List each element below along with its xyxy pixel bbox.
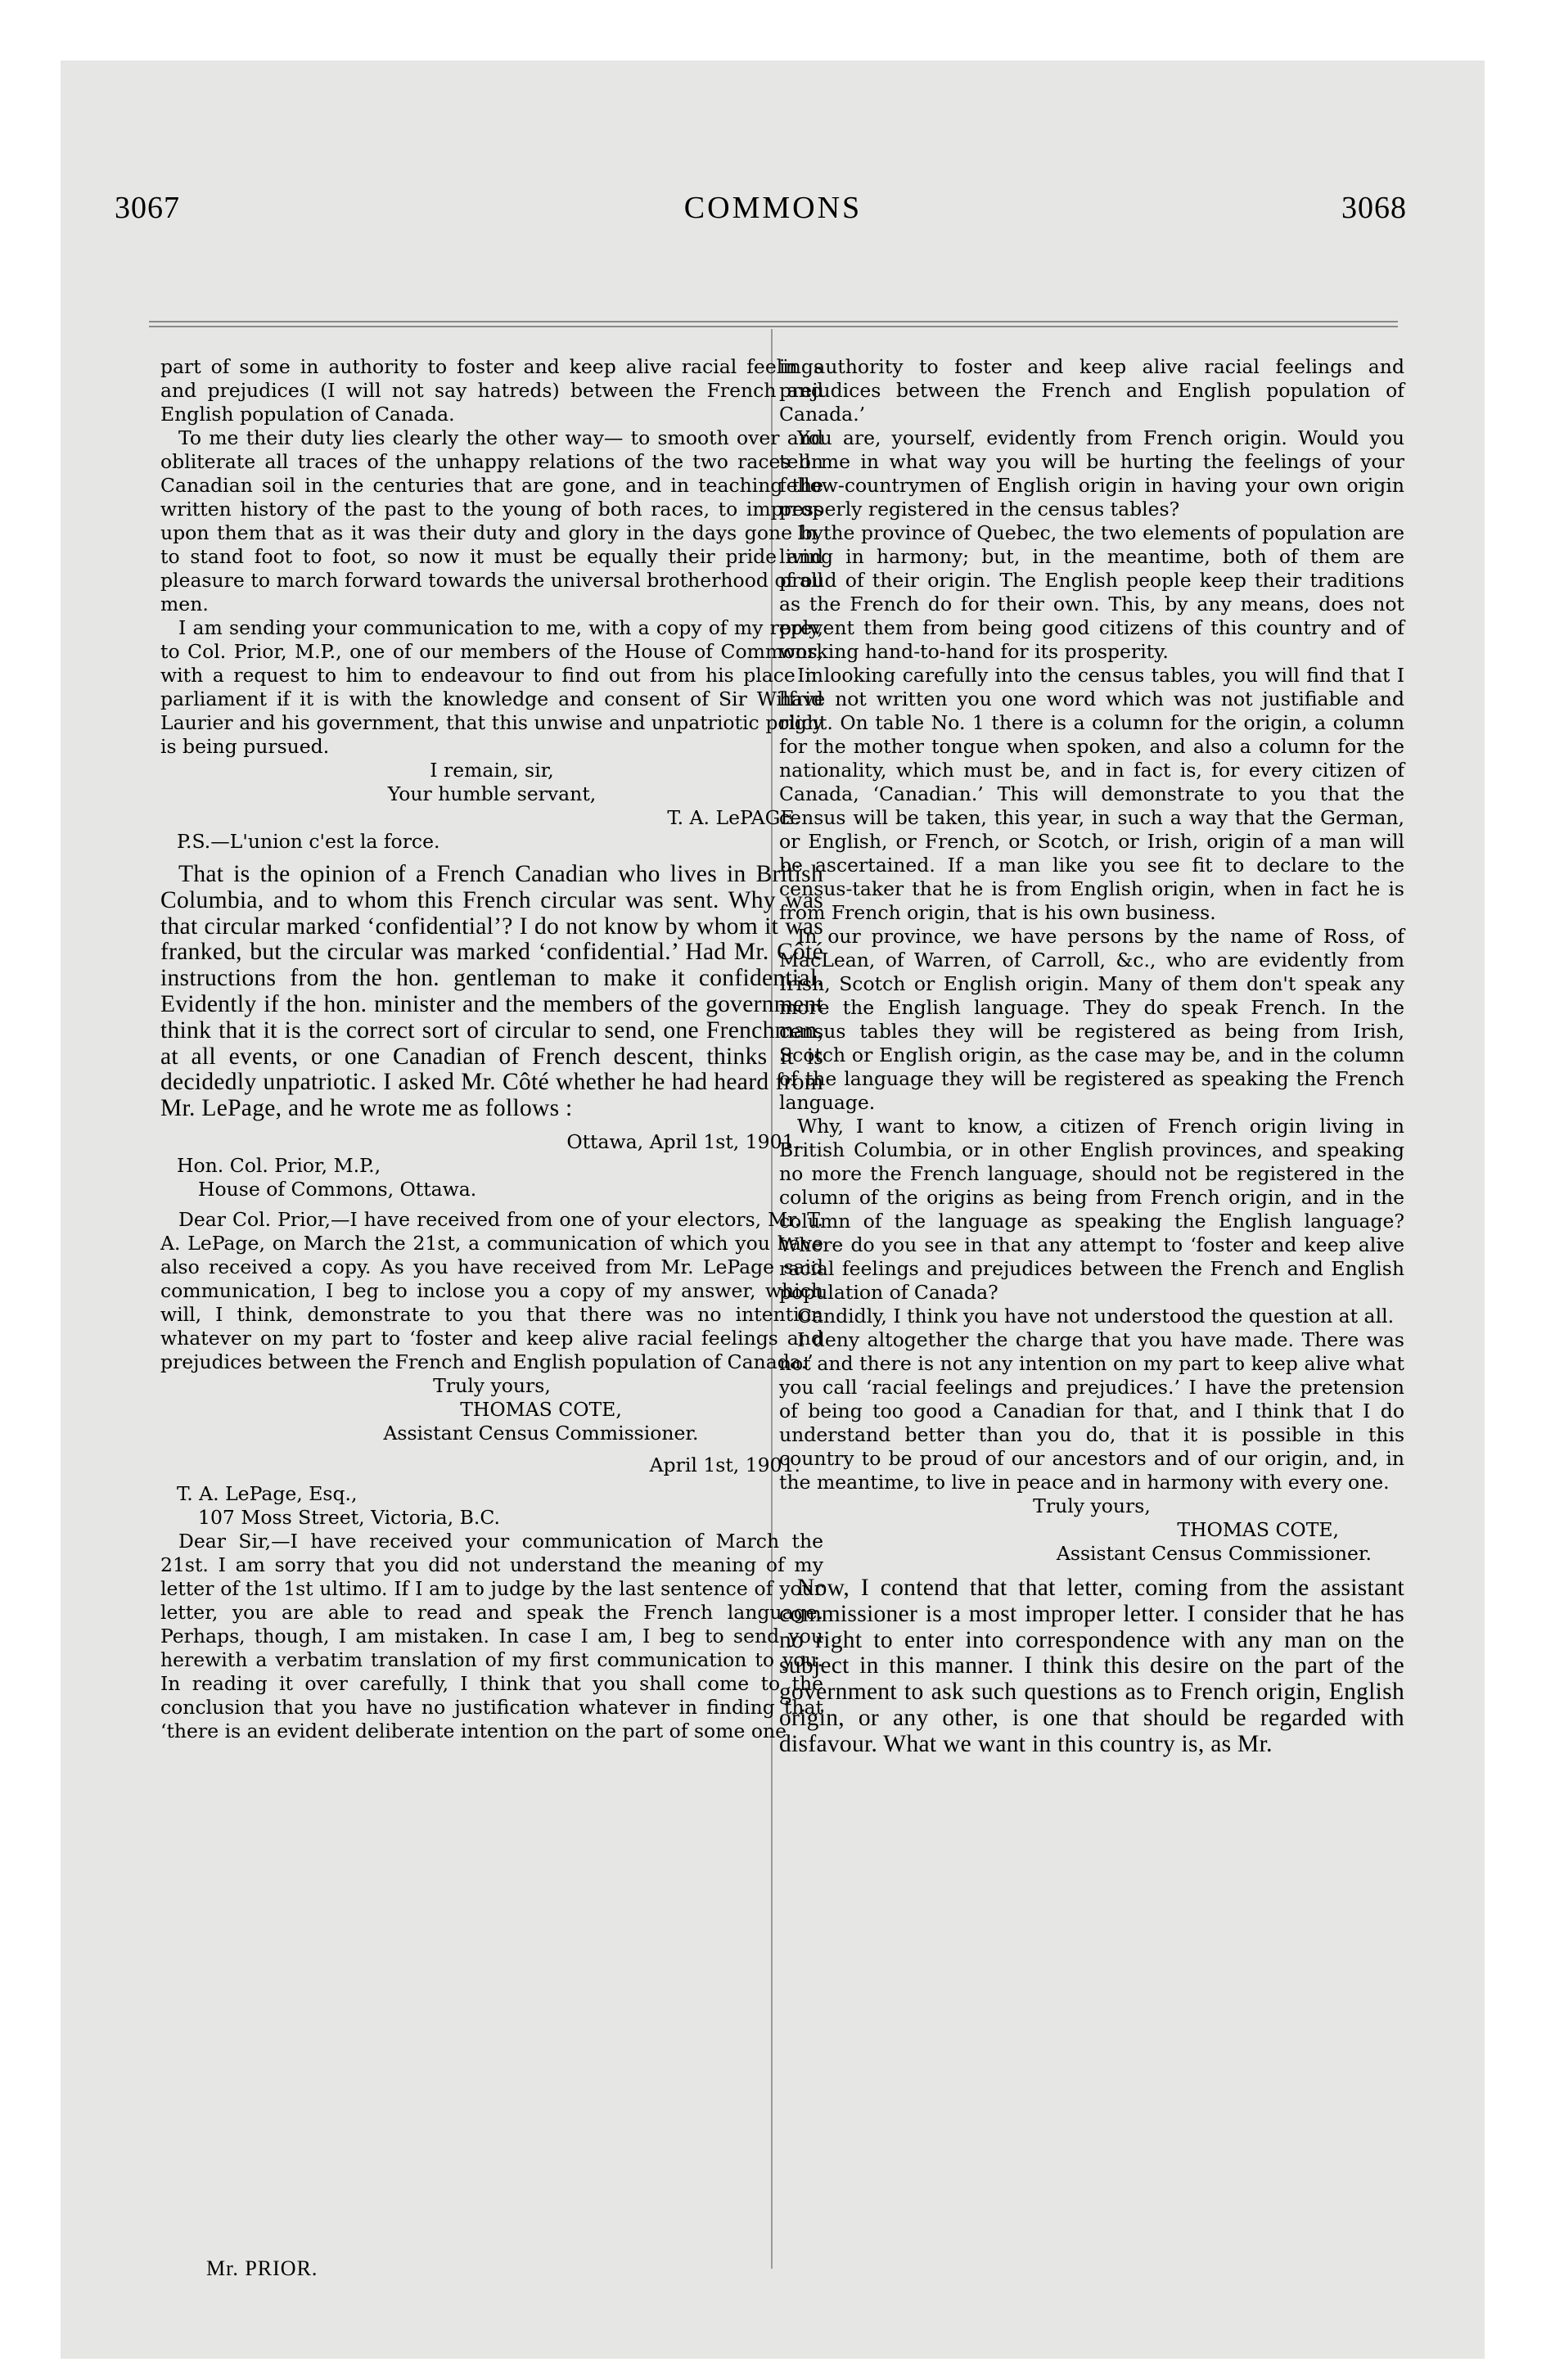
header-rule-top [149, 321, 1398, 322]
letter-date: April 1st, 1901. [649, 1453, 800, 1476]
signature: T. A. LePAGE. [667, 806, 800, 829]
paragraph: Candidly, I think you have not understood the question at all. [797, 1305, 1395, 1327]
letter-paragraph: Dear Col. Prior,—I have received from one of your electors, Mr. T. A. LePage, on March the 21st, a communication of which you have also received a copy. As you have received from Mr. LePage said communication, I beg to inclose you a copy of my answer, which will, I think, demonstrate to you that there was no intention whatever on my part to ‘foster and keep alive racial feelings and prejudices between the French and English population of Canada.’ [160, 1207, 823, 1373]
paragraph: In our province, we have persons by the name of Ross, of MacLean, of Warren, of Carroll, &c., who are evidently from Irish, Scotch or English origin. Many of them don't speak any more the English language. They do speak French. In the census tables they will be registered as being from Irish, Scotch or English origin, as the case may be, and in the column of the language they will be registered as speaking the French language. [779, 925, 1404, 1114]
signature: THOMAS COTE, [460, 1397, 622, 1421]
footer-speaker: Mr. PRIOR. [206, 2256, 318, 2280]
letter-paragraph: Dear Sir,—I have received your communication of March the 21st. I am sorry that you did not understand the meaning of my letter of the 1st ultimo. If I am to judge by the last sentence of your letter, you are able to read and speak the French language. Perhaps, though, I am mistaken. In case I am, I beg to send you herewith a verbatim translation of my first communication to you. In reading it over carefully, I think that you shall come to the conclusion that you have no justification whatever in finding that ‘there is an evident deliberate intention on the part of some one [160, 1529, 823, 1742]
signature-title: Assistant Census Commissioner. [1056, 1542, 1372, 1565]
letter-addressee: T. A. LePage, Esq., [177, 1481, 358, 1505]
left-column [160, 355, 823, 1743]
letter-address: 107 Moss Street, Victoria, B.C. [198, 1505, 500, 1529]
right-page-number: 3068 [1341, 191, 1407, 225]
paragraph: in authority to foster and keep alive racial feelings and prejudices between the French and English population of Canada.’ [779, 355, 1404, 426]
paragraph: Why, I want to know, a citizen of French origin living in British Columbia, or in other English provinces, and speaking no more the French language, should not be registered in the column of the origins as being from French origin, and in the column of the language as speaking the English language? Where do you see in that any attempt to ‘foster and keep alive racial feelings and prejudices between the French and English population of Canada? [779, 1115, 1404, 1304]
signature-title: Assistant Census Commissioner. [383, 1421, 699, 1445]
header-rule-bottom [149, 326, 1398, 327]
paragraph: To me their duty lies clearly the other way— to smooth over and obliterate all traces of the unhappy relations of the two races on Canadian soil in the centuries that are gone, and in teaching the written history of the past to the young of both races, to impress upon them that as it was their duty and glory in the days gone by to stand foot to foot, so now it must be equally their pride and pleasure to march forward towards the universal brotherhood of all men. [160, 426, 823, 615]
paragraph: I am sending your communication to me, with a copy of my reply, to Col. Prior, M.P., one of our members of the House of Commons, with a request to him to endeavour to find out from his place in parliament if it is with the knowledge and consent of Sir Wilfrid Laurier and his government, that this unwise and unpatriotic policy is being pursued. [160, 616, 823, 758]
letter-address: House of Commons, Ottawa. [198, 1177, 477, 1201]
paragraph: part of some in authority to foster and keep alive racial feelings and prejudices (I will not say hatreds) between the French and English population of Canada. [160, 355, 823, 426]
closing: Truly yours, [1033, 1494, 1151, 1517]
letter-date: Ottawa, April 1st, 1901. [566, 1129, 800, 1153]
postscript: P.S.—L'union c'est la force. [177, 830, 440, 853]
letter-addressee: Hon. Col. Prior, M.P., [177, 1153, 381, 1177]
running-title: COMMONS [683, 191, 863, 225]
closing: I remain, sir, [430, 759, 554, 782]
right-column [779, 355, 1404, 1758]
closing: Your humble servant, [387, 782, 597, 805]
signature: THOMAS COTE, [1177, 1518, 1339, 1541]
speech-paragraph: Now, I contend that that letter, coming from the assistant commissioner is a most improper letter. I consider that he has no right to enter into correspondence with any man on the subject in this manner. I think this desire on the part of the government to ask such questions as to French origin, English origin, or any other, is one that should be regarded with disfavour. What we want in this country is, as Mr. [779, 1575, 1404, 1757]
left-page-number: 3067 [115, 191, 180, 225]
paragraph: In the province of Quebec, the two elements of population are living in harmony; but, in the meantime, both of them are proud of their origin. The English people keep their traditions as the French do for their own. This, by any means, does not prevent them from being good citizens of this country and of working hand-to-hand for its prosperity. [779, 521, 1404, 663]
paragraph: In looking carefully into the census tables, you will find that I have not written you one word which was not justifiable and right. On table No. 1 there is a column for the origin, a column for the mother tongue when spoken, and also a column for the nationality, which must be, and in fact is, for every citizen of Canada, ‘Canadian.’ This will demonstrate to you that the census will be taken, this year, in such a way that the German, or English, or French, or Scotch, or Irish, origin of a man will be ascertained. If a man like you see fit to declare to the census-taker that he is from English origin, when in fact he is from French origin, that is his own business. [779, 664, 1404, 924]
paragraph: I deny altogether the charge that you have made. There was not and there is not any intention on my part to keep alive what you call ‘racial feelings and prejudices.’ I have the pretension of being too good a Canadian for that, and I think that I do understand better than you do, that it is possible in this country to be proud of our ancestors and of our origin, and, in the meantime, to live in peace and in harmony with every one. [779, 1328, 1404, 1494]
paragraph: You are, yourself, evidently from French origin. Would you tell me in what way you will be hurting the feelings of your fellow-countrymen of English origin in having your own origin properly registered in the census tables? [779, 426, 1404, 521]
closing: Truly yours, [433, 1373, 551, 1397]
speech-paragraph: That is the opinion of a French Canadian who lives in British Columbia, and to whom this French circular was sent. Why was that circular marked ‘confidential’? I do not know by whom it was franked, but the circular was marked ‘confidential.’ Had Mr. Côté instructions from the hon. gentleman to make it confidential. Evidently if the hon. minister and the members of the government think that it is the correct sort of circular to send, one Frenchman, at all events, or one Canadian of French descent, thinks it is decidedly unpatriotic. I asked Mr. Côté whether he had heard from Mr. LePage, and he wrote me as follows : [160, 861, 823, 1122]
